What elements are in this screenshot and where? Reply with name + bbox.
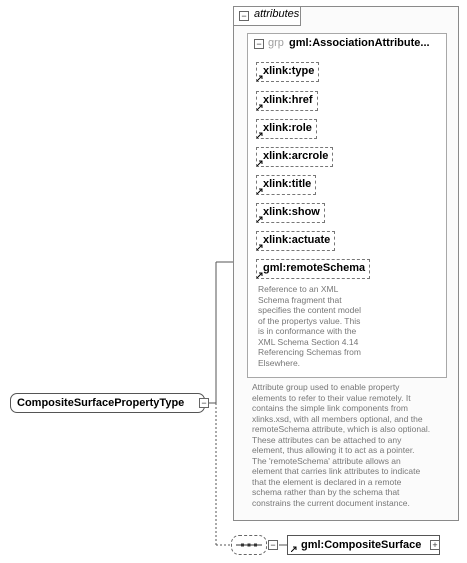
reference-arrow-icon — [257, 104, 263, 110]
main-type-collapse-toggle[interactable]: − — [199, 398, 209, 408]
reference-arrow-icon — [257, 160, 263, 166]
attribute-label: xlink:show — [263, 206, 320, 218]
attribute-xlink-show[interactable] — [256, 203, 325, 223]
sequence-compositor[interactable] — [231, 535, 267, 555]
attribute-label: xlink:role — [263, 122, 312, 134]
attribute-label: xlink:arcrole — [263, 150, 329, 162]
attribute-label: xlink:actuate — [263, 234, 331, 246]
group-keyword: grp — [268, 37, 284, 49]
attribute-label: xlink:href — [263, 94, 313, 106]
association-group-collapse-toggle[interactable]: − — [254, 39, 264, 49]
reference-arrow-icon — [257, 132, 263, 138]
attribute-group-documentation: Attribute group used to enable property elements to refer to their value remotely. It contains the simple link components from xlinks.xsd, with all members optional, and the remoteSchema attribute, which is also optional. These attributes can be attached to any element, thus allowing it to act as a pointer. The 'remoteSchema' attribute allows an element that carries link attributes to indicate that the element is declared in a remote schema rather than by the schema that constrains the current document instance. — [252, 382, 431, 508]
attributes-group-title: attributes — [254, 8, 300, 20]
reference-arrow-icon — [291, 546, 297, 552]
attribute-gml-remoteschema[interactable] — [256, 259, 370, 279]
attributes-collapse-toggle[interactable]: − — [239, 11, 249, 21]
element-gml-compositesurface[interactable] — [287, 535, 440, 555]
remote-schema-documentation: Reference to an XML Schema fragment that specifies the content model of the propertys value. This is in conformance with the XML Schema Section 4.14 Referencing Schemas from Elsewhere. — [258, 284, 362, 368]
attribute-xlink-actuate[interactable] — [256, 231, 335, 251]
attribute-label: xlink:title — [263, 178, 312, 190]
reference-arrow-icon — [257, 244, 263, 250]
reference-arrow-icon — [257, 75, 263, 81]
reference-arrow-icon — [257, 188, 263, 194]
sequence-collapse-toggle[interactable]: − — [268, 540, 278, 550]
attribute-xlink-title[interactable] — [256, 175, 316, 195]
attribute-label: xlink:type — [263, 65, 315, 77]
composite-surface-property-type[interactable]: CompositeSurfacePropertyType — [10, 393, 205, 413]
attribute-xlink-arcrole[interactable] — [256, 147, 333, 167]
attribute-xlink-href[interactable] — [256, 91, 318, 111]
attribute-xlink-role[interactable] — [256, 119, 317, 139]
reference-arrow-icon — [257, 216, 263, 222]
element-label: gml:CompositeSurface — [301, 539, 422, 551]
association-group-name[interactable]: gml:AssociationAttribute... — [289, 37, 430, 49]
reference-arrow-icon — [257, 272, 263, 278]
attribute-xlink-type[interactable] — [256, 62, 319, 82]
element-expand-toggle[interactable]: + — [430, 540, 440, 550]
sequence-icon — [232, 536, 266, 554]
attribute-label: gml:remoteSchema — [263, 262, 366, 274]
